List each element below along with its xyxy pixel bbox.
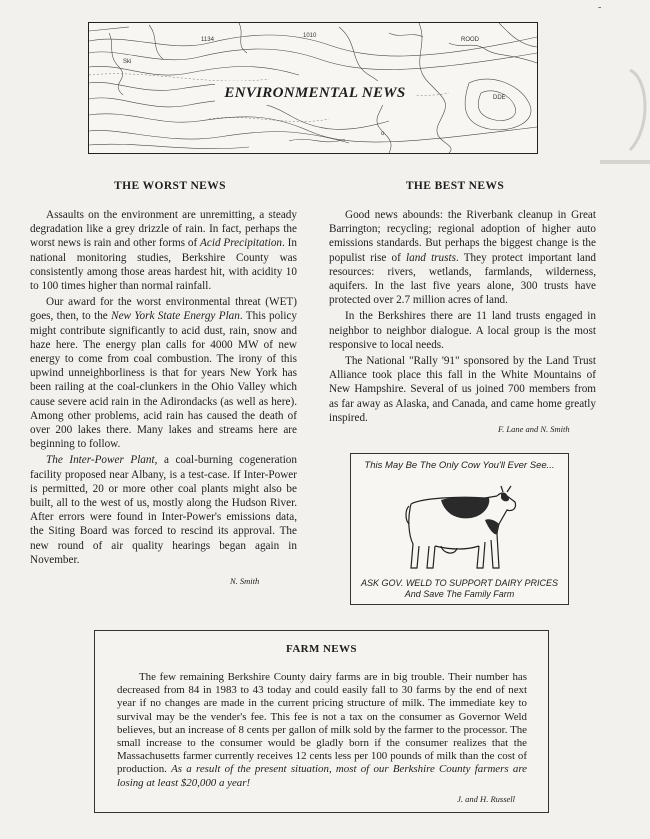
farm-news-body — [117, 671, 527, 790]
svg-text:o: o — [381, 131, 385, 137]
worst-news-heading: THE WORST NEWS — [114, 180, 226, 192]
worst-news-body — [30, 208, 297, 567]
farm-news-signature: J. and H. Russell — [457, 794, 515, 804]
cow-ad-tagline: And Save The Family Farm — [404, 589, 515, 599]
svg-text:1010: 1010 — [303, 33, 317, 39]
best-news-paragraph: In the Berkshires there are 11 land trusts engaged in neighbor to neighbor dialogue. A local group is the most responsive to local needs. — [329, 310, 596, 351]
bleed-through-shadow — [590, 60, 650, 260]
farm-news-paragraph: The few remaining Berkshire County dairy farms are in big trouble. Their number has decreased from 84 in 1983 to 43 today and could easily fall to 30 farms by the end of next year if no changes are made in the current pricing structure of milk. The immediate key to survival may be the vender's fee. This fee is not a tax on the consumer as Governor Weld believes, but an increase of 8 cents per gallon of milk sold by the farmer to the processor. The small increase to the consumer would be gladly born if the consumer realizes that the Massachusetts farmer currently receives 12 cents less per 100 pounds of milk than the cost of production. As a result of the present situation, most of our Berkshire County farmers are losing at least $20,000 a year! — [117, 671, 527, 789]
cow-ad-headline: This May Be The Only Cow You'll Ever See... — [364, 460, 555, 471]
corner-mark: - — [598, 2, 602, 13]
best-news-signature: F. Lane and N. Smith — [498, 424, 570, 434]
svg-text:1134: 1134 — [201, 37, 214, 43]
best-news-body — [329, 208, 596, 425]
farm-news-heading: FARM NEWS — [286, 643, 357, 655]
cow-ad-footer — [351, 578, 568, 600]
masthead-map-banner — [88, 22, 538, 154]
svg-text:DDE: DDE — [493, 95, 506, 101]
worst-news-paragraph: The Inter-Power Plant, a coal-burning cogeneration facility proposed near Albany, is a test-case. If Inter-Power is permitted, 20 or more other coal plants might also be built, all to the west of us, mostly along the Hudson River. After errors were found in Inter-Power's emissions data, the Siting Board was forced to rescind its approval. The new round of air quality hearings began again in November. — [30, 454, 297, 566]
farm-news-box — [94, 630, 549, 813]
worst-news-paragraph: Assaults on the environment are unremitting, a steady degradation like a grey drizzle of rain. In fact, perhaps the worst news is rain and other forms of Acid Precipitation. In national monitoring studies, Berkshire County was consistently among those areas hardest hit, with acidity 10 to 100 times higher than normal rainfall. — [30, 209, 297, 293]
masthead-title: ENVIRONMENTAL NEWS — [215, 81, 415, 105]
best-news-paragraph: The National "Rally '91" sponsored by the Land Trust Alliance took place this fall in the White Mountains of New Hampshire. Several of us joined 700 members from as far away as Alaska, and Canada, and came home greatly inspired. — [329, 355, 596, 424]
best-news-paragraph: Good news abounds: the Riverbank cleanup in Great Barrington; recycling; regional adoption of higher auto emissions standards. But perhaps the biggest change is the populist rise of land trusts. They protect important land resources: rivers, wetlands, farmlands, wilderness, aquifers. In the last five years alone, 300 trusts have protected over 2.7 million acres of land. — [329, 209, 597, 307]
svg-text:ROOD: ROOD — [461, 37, 479, 43]
svg-text:Ski: Ski — [123, 59, 132, 65]
worst-news-paragraph: Our award for the worst environmental threat (WET) goes, then, to the New York State Energy Plan. This policy might contribute significantly to acid dust, rain, snow and haze here. The energy plan calls for 4000 MW of new energy to come from coal combustion. The irony of this upwind unneighborliness is that for years New York has been railing at the coal-clunkers in the Ohio Valley which cause severe acid rain in the Adirondacks (as well as here). Among other problems, acid rain has caused the death of over 200 lakes there. Many lakes and streams here are beginning to follow. — [30, 296, 298, 451]
cow-ad-call-to-action: ASK GOV. WELD TO SUPPORT DAIRY PRICES — [360, 578, 559, 588]
worst-news-signature: N. Smith — [230, 576, 260, 586]
best-news-heading: THE BEST NEWS — [405, 180, 505, 192]
dairy-cow-advertisement — [350, 453, 569, 605]
cow-icon — [401, 480, 521, 576]
